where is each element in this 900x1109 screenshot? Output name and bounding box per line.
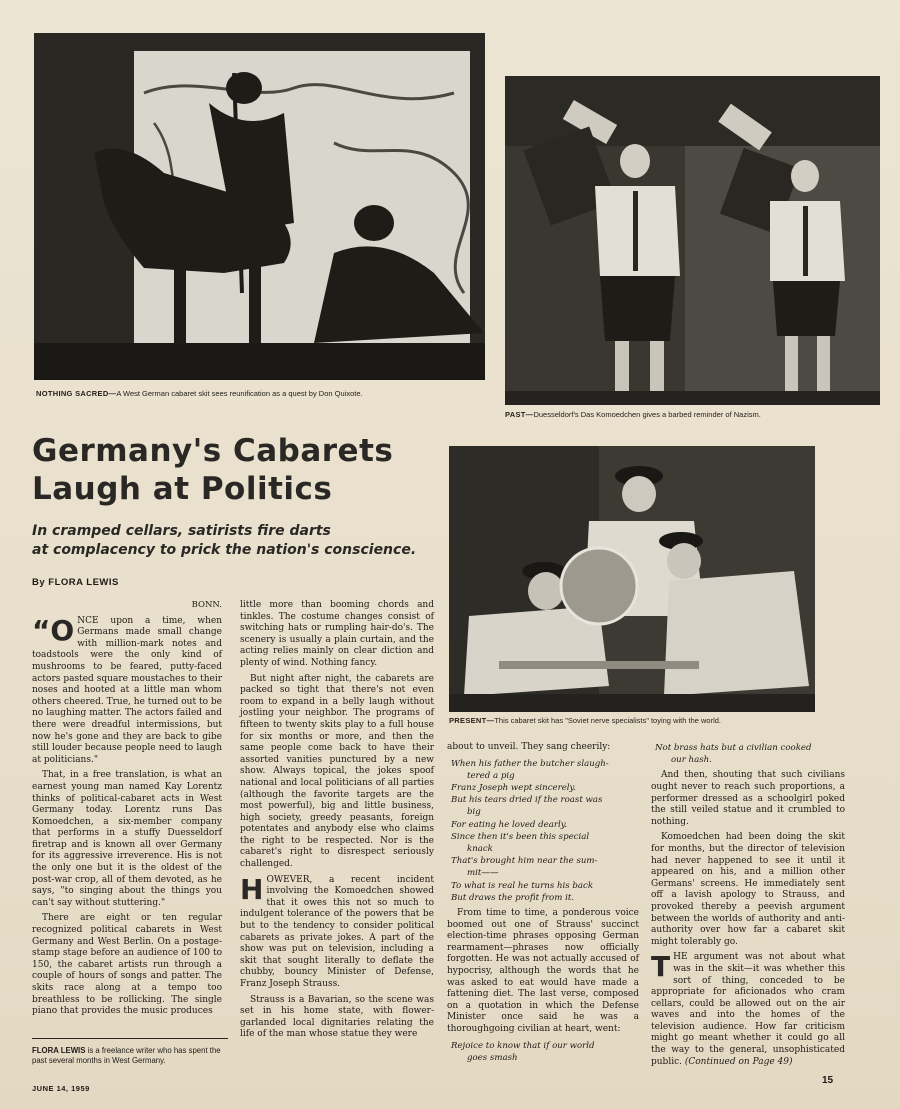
caption-label: PAST— (505, 410, 534, 419)
bio-name: FLORA LEWIS (32, 1046, 86, 1055)
article-column-3 (447, 742, 639, 1068)
verse-line: goes smash (467, 1052, 518, 1063)
article-deck (32, 522, 442, 560)
deck-line-2: at complacency to prick the nation's conscience. (32, 542, 417, 558)
paragraph: From time to time, a ponderous voice boomed out one of Strauss' succinct election-time phrases opposing German rearmament—phrases now officially forgotten. He was not actually accused of hypocrisy, although the words that he was asked to eat would have made a fattening diet. The last verse, composed on a quotation in which the Defense Minister once said he was a thoroughgoing civilian at heart, went: (447, 908, 639, 1034)
article-column-4 (651, 742, 845, 1072)
paragraph: Strauss is a Bavarian, so the scene was set in his home state, with flower-garlanded local dignitaries relating the life of the man whose statue they were (240, 994, 434, 1040)
caption-present (449, 716, 829, 726)
article-column-1 (32, 600, 222, 1022)
drop-cap: H (240, 872, 264, 906)
continued-note: (Continued on Page 49) (684, 1056, 793, 1067)
verse-line: Not brass hats but a civilian cooked (655, 743, 812, 753)
author-bio (32, 1046, 232, 1066)
caption-text: A West German cabaret skit sees reunification as a quest by Don Quixote. (116, 389, 363, 398)
verse-line: For eating he loved dearly. (451, 819, 568, 830)
verse-line: mit—— (467, 868, 499, 879)
dateline: BONN. (191, 600, 222, 610)
paragraph: about to unveil. They sang cheerily: (447, 742, 611, 752)
verse-line: knack (467, 844, 493, 855)
photo-nothing-sacred (34, 33, 485, 380)
headline-line-2: Laugh at Politics (32, 471, 333, 507)
page-number: 15 (822, 1075, 834, 1086)
byline: By FLORA LEWIS (32, 577, 119, 588)
paragraph: And then, shouting that such civilians ought never to reach such proportions, a performer dressed as a schoolgirl poked the still veiled statue and it crumbled to nothing. (651, 770, 845, 827)
caption-label: NOTHING SACRED— (36, 389, 117, 398)
paragraph: “ONCE upon a time, when Germans made small change with million-mark notes and toadstools were the only kind of mushrooms to be feared, putty-faced actors pasted square moustaches to their noses and hooted at a little man whom others cheered. True, he turned out to be no laughing matter. The actors failed and there were dreadful intermissions, but now he's gone and they are back to gibe still louder because people need to laugh at politicians." (32, 613, 222, 765)
verse-line: But draws the profit from it. (451, 892, 575, 903)
issue-date: JUNE 14, 1959 (32, 1084, 90, 1093)
bio-text: is a freelance writer who has spent the past several months in West Germany. (32, 1046, 221, 1065)
verse-line: Rejoice to know that if our world (451, 1040, 595, 1051)
verse-line: big (467, 807, 481, 818)
photo-present (449, 446, 815, 712)
caption-nothing-sacred (36, 389, 496, 399)
verse-block (447, 758, 639, 904)
caption-past (505, 410, 885, 420)
verse-line: That's brought him near the sum- (451, 856, 598, 867)
paragraph: THE argument was not about what was in the skit—it was whether this sort of thing, conceded to be appropriate for aficionados who cram cellars, could be allowed out on the air waves and into the homes of the television audience. How far criticism might go meant whether it could go all the way to the general, unsophisticated public. (Continued on Page 49) (651, 950, 845, 1067)
bio-rule (32, 1038, 228, 1039)
photo-past (505, 76, 880, 405)
caption-text: Duesseldorf's Das Komoedchen gives a barbed reminder of Nazism. (533, 410, 761, 419)
verse-block (447, 1040, 639, 1064)
verse-line: tered a pig (467, 770, 515, 781)
verse-line: Franz Joseph wept sincerely. (451, 783, 576, 793)
paragraph: That, in a free translation, is what an earnest young man named Kay Lorentz thinks of political-cabaret acts in West Germany today. Lorentz runs Das Komoedchen, a six-member company that performs in a stuffy Duesseldorf firetrap and is known all over Germany for its aggressive irreverence. His is not the only one but it is the oldest of the post-war crop, all of them devoted, as he says, "to singing about the things you can't say without stuttering." (32, 770, 222, 908)
verse-line: Since then it's been this special (451, 831, 590, 842)
drop-cap: T (651, 950, 671, 984)
verse-line: our hash. (671, 755, 712, 766)
paragraph: But night after night, the cabarets are packed so tight that there's not even room to expand in a belly laugh without jostling your neighbor. The programs of fifteen to twenty skits play to a full house for six months or more, and then the same people come back to have their assorted vanities punctured by a new show. Always topical, the jokes spoof national and local politicians of all parties (although the favorite targets are the most powerful), big and little business, high society, greedy peasants, foreign potentates and anybody else who claims the right to be respected. Nor is the cabaret's right to disrespect seriously challenged. (240, 673, 434, 870)
article-headline (32, 432, 452, 508)
verse-line: But his tears dried if the roast was (451, 795, 603, 806)
drop-cap: “O (32, 613, 75, 647)
caption-label: PRESENT— (449, 716, 495, 725)
article-column-2 (240, 600, 434, 1045)
caption-text: This cabaret skit has "Soviet nerve specialists" toying with the world. (494, 716, 722, 725)
paragraph: HOWEVER, a recent incident involving the Komoedchen showed that it owes this not so much to indulgent tolerance of the powers that be but to the tendency to consider political cabarets as private jokes. A part of the show was put on television, including a skit that sought literally to deflate the chubby, bouncy Minister of Defense, Franz Joseph Strauss. (240, 872, 434, 989)
paragraph: little more than booming chords and tinkles. The costume changes consist of switching hats or rumpling hair-do's. The scenery is usually a plain curtain, and the acting relies mainly on clear diction and plenty of wind. Nothing fancy. (240, 600, 434, 668)
verse-block (651, 742, 845, 766)
verse-line: When his father the butcher slaugh- (451, 758, 609, 769)
headline-line-1: Germany's Cabarets (32, 433, 394, 469)
paragraph: Komoedchen had been doing the skit for months, but the director of television had never happened to see it until it appeared on his, and a million other Germans' screens. He immediately sent off a lavish apology to Strauss, and provoked thereby a peevish argument between the worlds of authority and anti-authority over how far a cabaret skit might tolerably go. (651, 832, 845, 947)
deck-line-1: In cramped cellars, satirists fire darts (32, 523, 331, 539)
verse-line: To what is real he turns his back (451, 880, 594, 891)
paragraph: There are eight or ten regular recognized political cabarets in West Germany and West Berlin. On a postage-stamp stage before an audience of 100 to 150, the cabaret artists run through a couple of hours of songs and patter. The skits race along at a tempo too breathless to be rollicking. The single piano that provides the music produces (32, 913, 222, 1017)
